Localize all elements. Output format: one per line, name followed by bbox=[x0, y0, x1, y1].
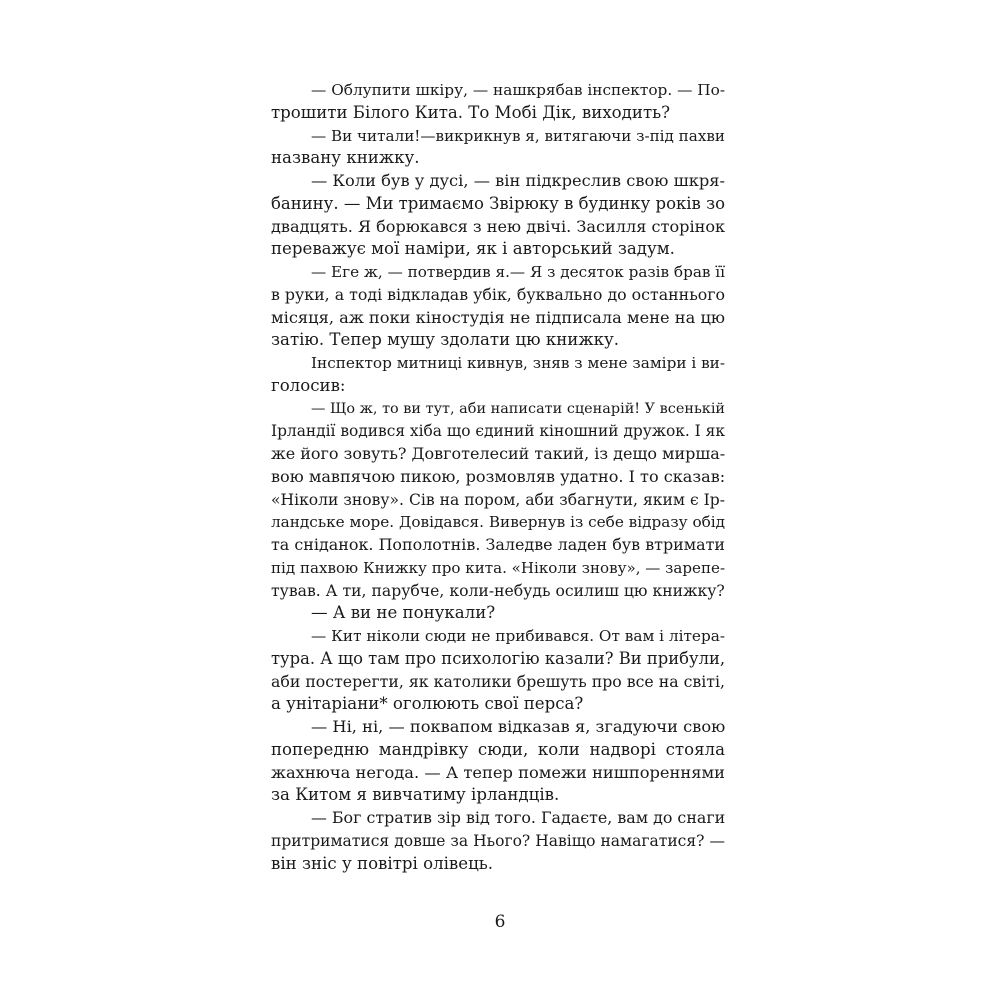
text-line: — Коли був у дусі, — він підкреслив свою шкря- bbox=[311, 171, 725, 190]
text-line: трошити Білого Кита. То Мобі Дік, виходить? bbox=[271, 102, 671, 122]
text-line: затію. Тепер мушу здолати цю книжку. bbox=[271, 330, 619, 350]
text-line: місяця, аж поки кіностудія не підписала мене на цю bbox=[271, 307, 726, 327]
text-line: а унітаріани* оголюють свої перса? bbox=[271, 694, 584, 714]
text-line: під пахвою Книжку про кита. «Ніколи знову», — зарепе- bbox=[271, 558, 726, 577]
text-line: він зніс у повітрі олівець. bbox=[271, 853, 494, 873]
text-line: — Облупити шкіру, — нашкрябав інспектор. — По- bbox=[311, 81, 725, 99]
text-line: — Бог стратив зір від того. Гадаєте, вам до снаги bbox=[311, 808, 726, 827]
text-line: «Ніколи знову». Сів на пором, аби збагнути, яким є Ір- bbox=[271, 490, 725, 509]
text-line: та сніданок. Пополотнів. Заледве ладен був втримати bbox=[271, 535, 725, 554]
text-line: голосив: bbox=[271, 375, 346, 395]
text-line: тував. А ти, парубче, коли-небудь осилиш цю книжку? bbox=[271, 580, 725, 600]
text-line: Інспектор митниці кивнув, зняв з мене заміри і ви- bbox=[311, 354, 725, 372]
text-line: — Що ж, то ви тут, аби написати сценарій! У всенькій bbox=[311, 400, 726, 417]
text-line: названу книжку. bbox=[271, 148, 420, 168]
body-text bbox=[271, 79, 725, 875]
text-line: Ірландії водився хіба що єдиний кіношний дружок. І як bbox=[271, 422, 725, 441]
text-line: попередню мандрівку сюди, коли надворі стояла bbox=[271, 739, 725, 759]
text-line: переважує мої наміри, як і авторський задум. bbox=[271, 239, 675, 259]
text-line: тура. А що там про психологію казали? Ви прибули, bbox=[271, 648, 726, 668]
text-line: в руки, а тоді відкладав убік, буквально до останнього bbox=[271, 284, 726, 304]
text-line: вою мавпячою пикою, розмовляв удатно. І то сказав: bbox=[271, 466, 726, 486]
text-line: притриматися довше за Нього? Навіщо намагатися? — bbox=[271, 831, 725, 850]
text-line: за Китом я вивчатиму ірландців. bbox=[271, 785, 560, 805]
text-line: двадцять. Я борюкався з нею двічі. Засилля сторінок bbox=[271, 216, 726, 236]
text-line: аби постерегти, як католики брешуть про все на світі, bbox=[271, 671, 725, 691]
text-line: — Еге ж, — потвердив я.— Я з десяток разів брав її bbox=[311, 263, 725, 281]
text-line: жахнюча негода. — А тепер помежи нишпореннями bbox=[271, 762, 725, 782]
text-line: — А ви не понукали? bbox=[311, 603, 496, 623]
text-line: — Кит ніколи сюди не прибивався. От вам і літера- bbox=[311, 627, 725, 645]
text-line: — Ні, ні, — поквапом відказав я, згадуючи свою bbox=[311, 717, 726, 736]
text-line: банину. — Ми тримаємо Звірюку в будинку років зо bbox=[271, 193, 725, 213]
text-line: же його зовуть? Довготелесий такий, із дещо мирша- bbox=[271, 444, 726, 463]
text-line: ландське море. Довідався. Вивернув із себе відразу обід bbox=[271, 513, 726, 532]
text-line: — Ви читали!—викрикнув я, витягаючи з-під пахви bbox=[311, 126, 725, 145]
page-number: 6 bbox=[494, 912, 506, 932]
